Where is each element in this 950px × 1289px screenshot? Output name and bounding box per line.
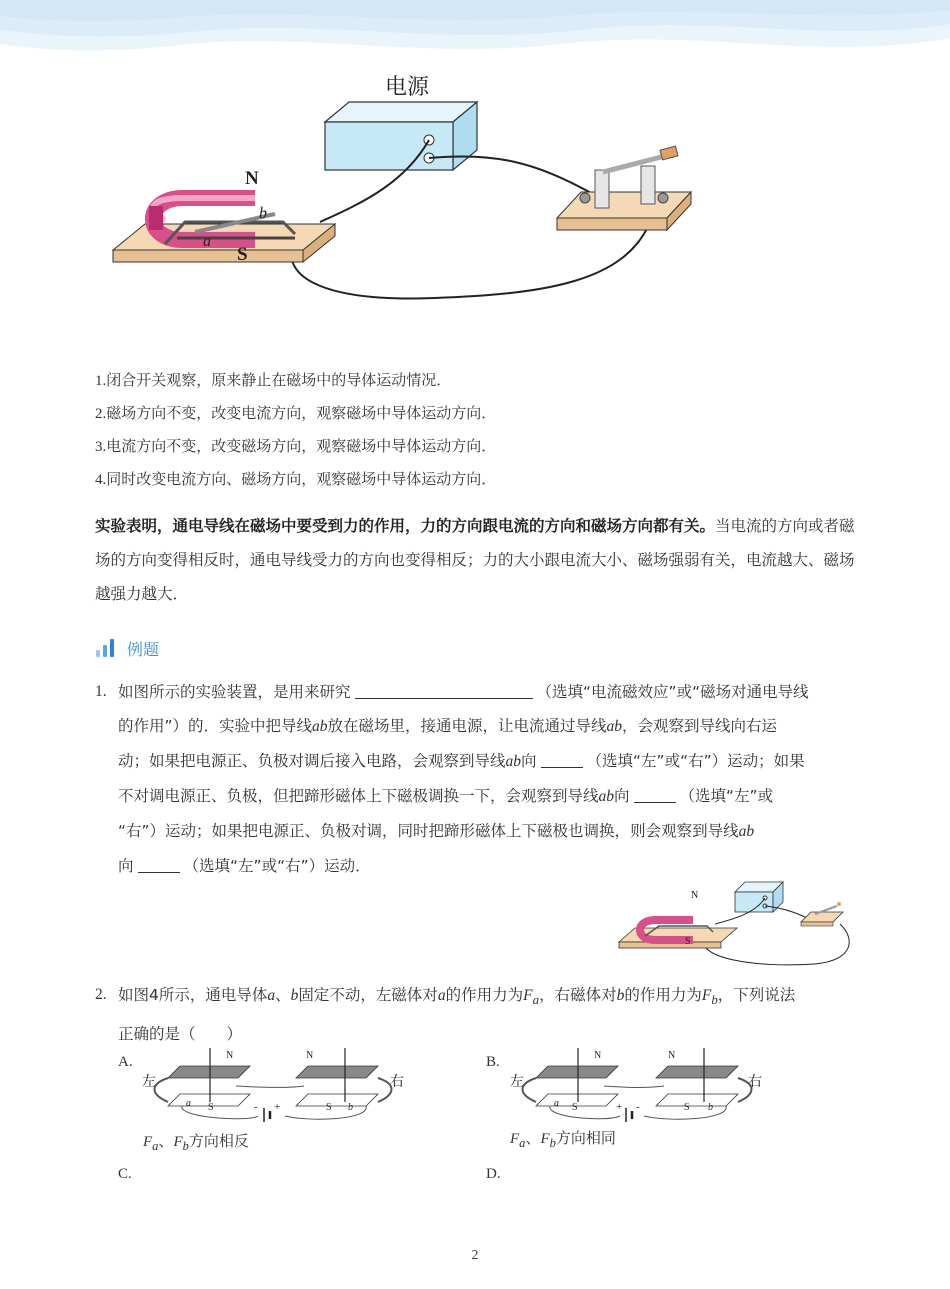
option-b-conductor-a: a — [554, 1098, 559, 1109]
option-a-north-2: N — [306, 1050, 314, 1061]
right-magnet-label: 右 — [390, 1075, 404, 1090]
option-a-polarity-2: + — [274, 1101, 281, 1113]
conclusion-bold: 实验表明，通电导线在磁场中要受到力的作用，力的方向跟电流的方向和磁场方向都有关。 — [95, 517, 716, 535]
q1-line-3: 动；如果把电源正、负极对调后接入电路，会观察到导线ab向 （选填“左”或“右”）运动；如果 — [118, 744, 809, 779]
q1-fig-south-label: S — [685, 936, 691, 947]
answer-blank[interactable] — [138, 854, 180, 873]
left-magnet-label: 左 — [510, 1075, 524, 1090]
conductor-b-label: b — [259, 205, 267, 222]
power-supply-box — [325, 102, 477, 170]
option-a-south-1: S — [208, 1102, 214, 1113]
option-b-conductor-b: b — [708, 1102, 713, 1113]
q1-line-5: “右”）运动；如果把电源正、负极对调，同时把蹄形磁体上下磁极也调换，则会观察到导线ab — [118, 822, 755, 840]
header-wave-decoration — [0, 0, 950, 70]
option-a-conductor-a: a — [186, 1098, 191, 1109]
section-title: 例题 — [127, 639, 160, 659]
answer-blank[interactable] — [541, 749, 583, 768]
option-a-polarity-1: - — [254, 1101, 258, 1113]
step-item: 3.电流方向不变，改变磁场方向，观察磁场中导体运动方向． — [95, 437, 497, 455]
step-item: 2.磁场方向不变，改变电流方向，观察磁场中导体运动方向． — [95, 404, 497, 422]
question-1-apparatus-figure — [615, 878, 860, 970]
q1-line-1: 如图所示的实验装置，是用来研究 （选填“电流磁效应”或“磁场对通电导线 — [118, 675, 809, 709]
question-1-text — [118, 675, 809, 883]
option-c-letter[interactable]: C. — [118, 1166, 132, 1182]
option-a-south-2: S — [326, 1102, 332, 1113]
right-magnet-label: 右 — [748, 1075, 762, 1090]
experiment-apparatus-figure — [105, 72, 705, 312]
q2-line-1: 如图4所示，通电导体a、b固定不动，左磁体对a的作用力为$F_a$，右磁体对b的作用力为$F_b$，下列说法 — [118, 986, 796, 1008]
option-b-letter[interactable]: B. — [486, 1054, 500, 1070]
question-number: 1. — [95, 683, 107, 700]
magnet-north-label: N — [245, 168, 259, 189]
magnet-south-label: S — [237, 244, 248, 265]
step-item: 1.闭合开关观察，原来静止在磁场中的导体运动情况． — [95, 371, 452, 389]
section-heading — [95, 636, 159, 660]
option-a-diagram — [140, 1044, 410, 1126]
q1-line-4: 不对调电源正、负极，但把蹄形磁体上下磁极调换一下，会观察到导线ab向 （选填“左”或 — [118, 779, 809, 814]
option-b-north-1: N — [594, 1050, 602, 1061]
option-b-south-2: S — [684, 1102, 690, 1113]
q2-line-2: 正确的是（ ） — [118, 1025, 243, 1044]
conclusion-paragraph — [95, 509, 860, 611]
q1-line-2: 的作用”）的．实验中把导线ab放在磁场里，接通电源，让电流通过导线ab，会观察到导线向右运 — [118, 717, 778, 735]
option-a-letter[interactable]: A. — [118, 1054, 133, 1070]
step-item: 4.同时改变电流方向、磁场方向，观察磁场中导体运动方向． — [95, 470, 497, 488]
bar-chart-icon — [95, 638, 117, 658]
power-supply-label: 电源 — [384, 74, 430, 99]
conclusion-rest: 当电流的方向或者磁场的方向变得相反时，通电导线受力的方向也变得相反；力的大小跟电流大小、磁场强弱有关，电流越大、磁场越强力越大． — [95, 517, 855, 603]
option-b-caption: $F_a$、$F_b$方向相同 — [510, 1129, 616, 1150]
answer-blank[interactable] — [634, 784, 676, 803]
option-b-north-2: N — [668, 1050, 676, 1061]
option-a-caption: $F_a$、$F_b$方向相反 — [143, 1132, 249, 1153]
left-magnet-label: 左 — [142, 1075, 156, 1090]
option-a-conductor-b: b — [348, 1102, 353, 1113]
answer-blank[interactable] — [355, 680, 533, 699]
q1-fig-north-label: N — [691, 890, 699, 901]
option-b-polarity-2: - — [636, 1101, 640, 1113]
page-number: 2 — [471, 1248, 479, 1263]
option-b-south-1: S — [572, 1102, 578, 1113]
q1-line-6: 向 （选填“左”或“右”）运动． — [118, 849, 809, 883]
question-2-text — [118, 978, 795, 1051]
conductor-a-label: a — [203, 233, 211, 250]
option-a-north-1: N — [226, 1050, 234, 1061]
option-b-diagram — [508, 1044, 778, 1126]
option-b-polarity-1: + — [616, 1101, 623, 1113]
option-d-letter[interactable]: D. — [486, 1166, 501, 1182]
question-number: 2. — [95, 986, 107, 1003]
